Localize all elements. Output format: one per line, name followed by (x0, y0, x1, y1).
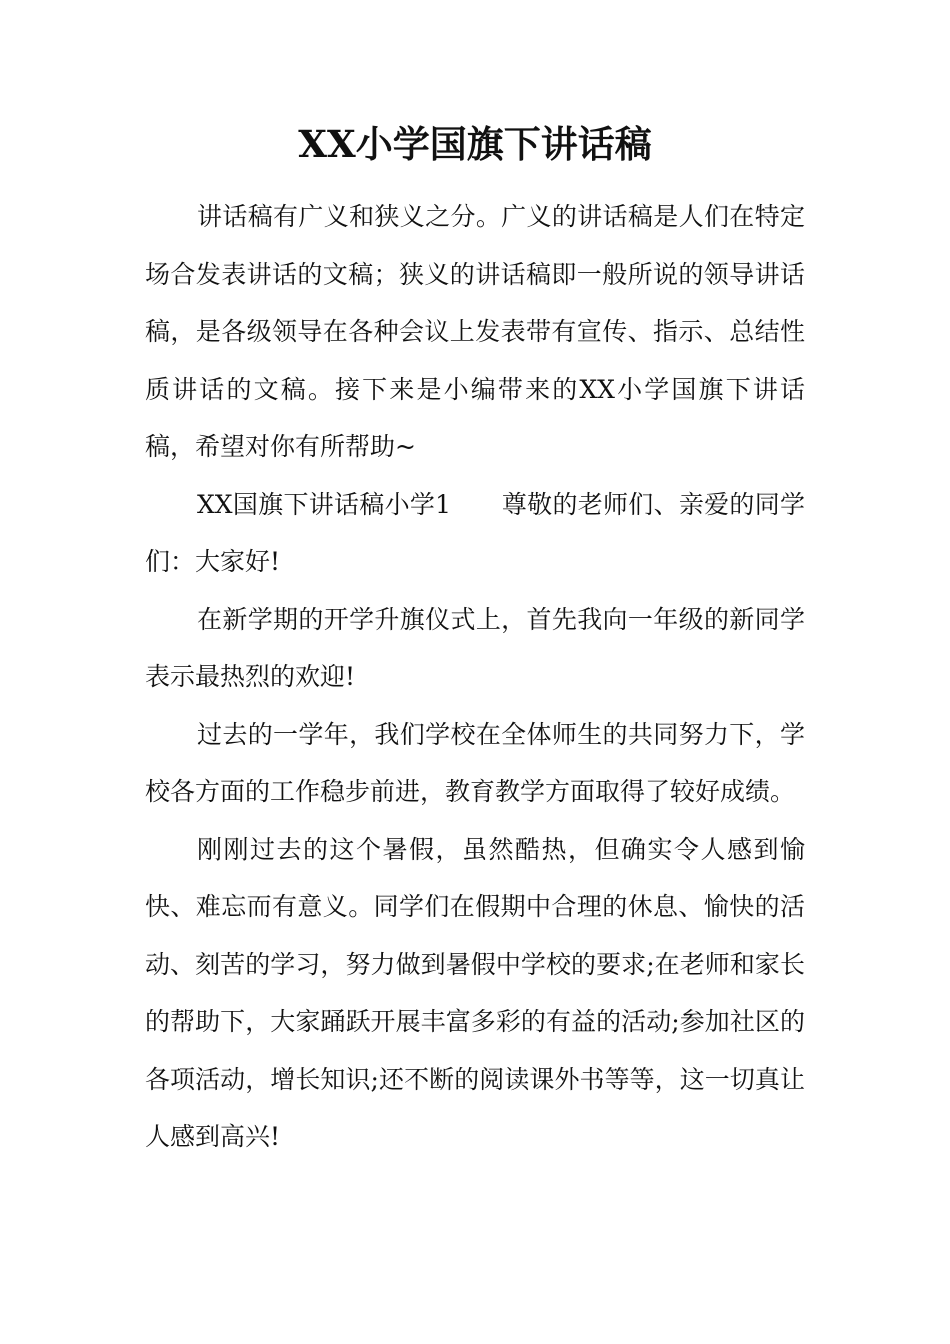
paragraph-welcome: 在新学期的开学升旗仪式上，首先我向一年级的新同学表示最热烈的欢迎! (145, 604, 805, 691)
paragraph-summer: 刚刚过去的这个暑假，虽然酷热，但确实令人感到愉快、难忘而有意义。同学们在假期中合理的休息、愉快的活动、刻苦的学习，努力做到暑假中学校的要求;在老师和家长的帮助下，大家踊跃开展丰富多彩的有益的活动;参加社区的各项活动，增长知识;还不断的阅读课外书等等，这一切真让人感到高兴! (145, 834, 805, 1151)
document-body (145, 188, 805, 1166)
paragraph-greeting: XX国旗下讲话稿小学1 尊敬的老师们、亲爱的同学们：大家好! (145, 489, 805, 576)
document-title: XX小学国旗下讲话稿 (298, 122, 652, 166)
paragraph-past-year: 过去的一学年，我们学校在全体师生的共同努力下，学校各方面的工作稳步前进，教育教学方面取得了较好成绩。 (145, 719, 805, 806)
paragraph-intro: 讲话稿有广义和狭义之分。广义的讲话稿是人们在特定场合发表讲话的文稿；狭义的讲话稿即一般所说的领导讲话稿，是各级领导在各种会议上发表带有宣传、指示、总结性质讲话的文稿。接下来是小编带来的XX小学国旗下讲话稿，希望对你有所帮助~ (145, 202, 805, 461)
